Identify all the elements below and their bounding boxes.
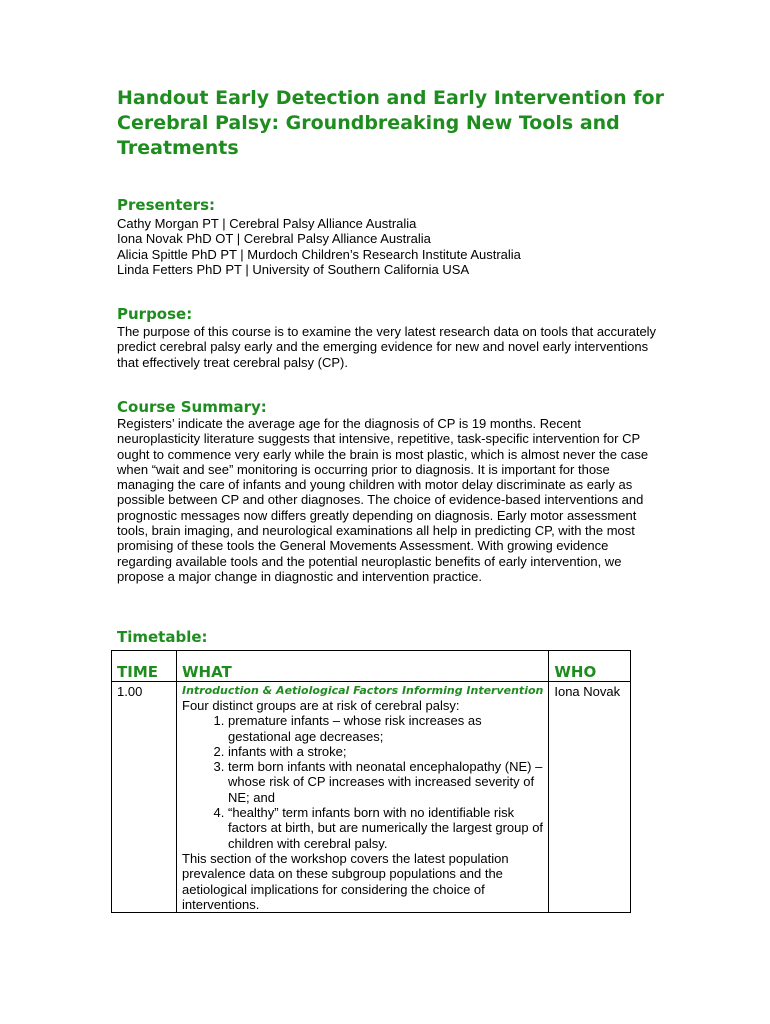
presenter-item: Cathy Morgan PT | Cerebral Palsy Alliance Australia xyxy=(117,216,417,231)
list-item: 1. premature infants – whose risk increases as gestational age decreases; xyxy=(228,713,543,744)
purpose-heading: Purpose: xyxy=(117,305,193,323)
document-title: Handout Early Detection and Early Intervention for Cerebral Palsy: Groundbreaking New Tools and Treatments xyxy=(117,87,664,159)
table-header-row xyxy=(112,651,631,682)
list-item: 2. infants with a stroke; xyxy=(228,744,543,759)
presenter-item: Linda Fetters PhD PT | University of Southern California USA xyxy=(117,261,470,277)
who-cell: Iona Novak xyxy=(549,682,631,913)
presenters-list xyxy=(117,216,657,277)
course-summary-text: Registers’ indicate the average age for the diagnosis of CP is 19 months. Recent neuroplasticity literature suggests that intensive, repetitive, task-specific intervention for CP ought to commence very early while the brain is most plastic, which is almost never the case when “wait and see” monitoring is occurring prior to diagnosis. It is important for those managing the care of infants and young children with motor delay discriminate as early as possible between CP and other diagnoses. The choice of evidence-based interventions and prognostic messages now differs greatly depending on diagnosis. Early motor assessment tools, brain imaging, and neurological examinations all help in predicting CP, with the most promising of these tools the General Movements Assessment. With growing evidence regarding available tools and the potential neuroplastic benefits of early intervention, we propose a major change in diagnostic and intervention practice. xyxy=(117,416,649,584)
what-cell xyxy=(177,682,549,913)
session-title: Introduction & Aetiological Factors Informing Intervention xyxy=(182,684,544,697)
session-outro: This section of the workshop covers the latest population prevalence data on these subgroup populations and the aetiological implications for considering the choice of interventions. xyxy=(182,850,509,912)
timetable-heading: Timetable: xyxy=(117,628,208,646)
table-row xyxy=(112,682,631,913)
session-intro: Four distinct groups are at risk of cerebral palsy: xyxy=(182,698,460,713)
presenter-item: Alicia Spittle PhD PT | Murdoch Children’s Research Institute Australia xyxy=(117,246,521,262)
course-summary-heading: Course Summary: xyxy=(117,398,267,416)
presenter-item: Iona Novak PhD OT | Cerebral Palsy Alliance Australia xyxy=(117,231,431,247)
risk-groups-list xyxy=(182,713,543,851)
column-header-time: TIME xyxy=(112,651,177,682)
purpose-text: The purpose of this course is to examine the very latest research data on tools that accurately predict cerebral palsy early and the emerging evidence for new and novel early interventions that effectively treat cerebral palsy (CP). xyxy=(117,324,657,370)
time-cell: 1.00 xyxy=(112,682,177,913)
list-item: 4. “healthy” term infants born with no identifiable risk factors at birth, but are numerically the largest group of children with cerebral palsy. xyxy=(228,805,543,851)
list-item: 3. term born infants with neonatal encephalopathy (NE) – whose risk of CP increases with increased severity of NE; and xyxy=(228,759,543,805)
timetable-table xyxy=(111,650,631,913)
column-header-what: WHAT xyxy=(177,651,549,682)
column-header-who: WHO xyxy=(549,651,631,682)
presenters-heading: Presenters: xyxy=(117,196,216,214)
